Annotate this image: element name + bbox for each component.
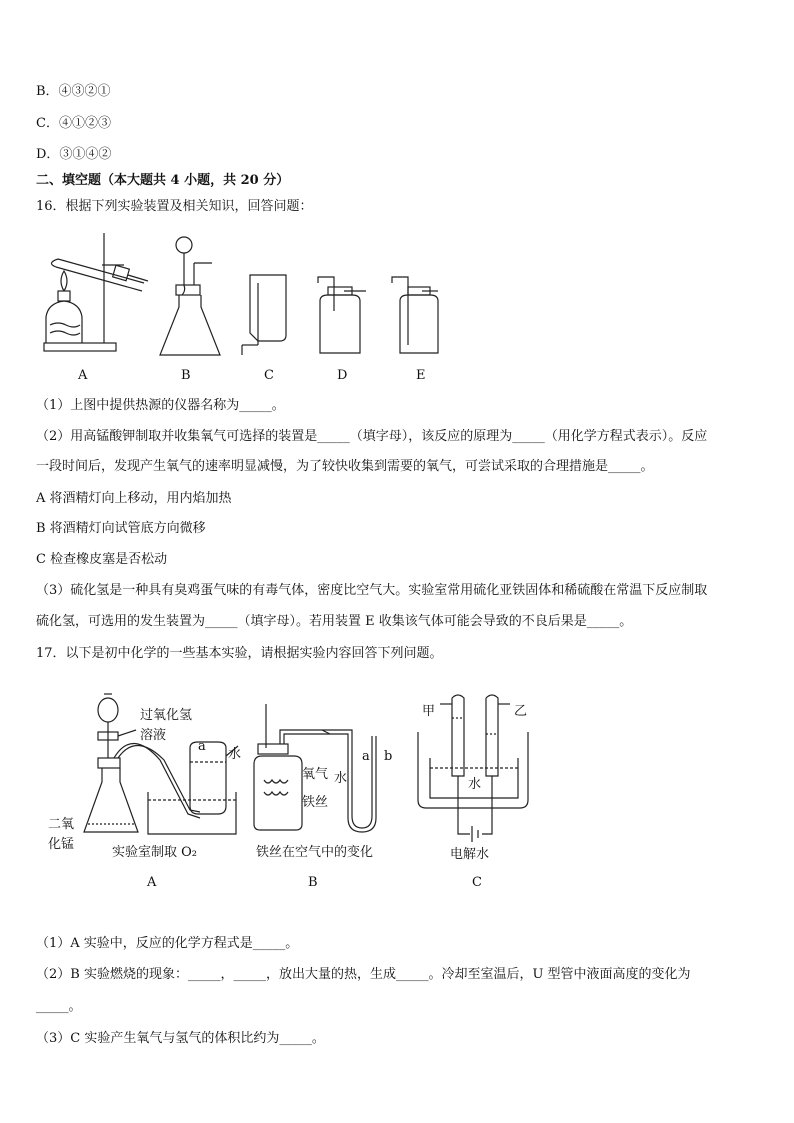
c-jia-label: 甲 [422, 704, 436, 719]
a-water-label: 水 [228, 747, 242, 762]
a-mno2-label-2: 化锰 [48, 837, 75, 852]
q17-part2-line2: _____。 [36, 999, 82, 1014]
section-heading: 二、填空题（本大题共 4 小题，共 20 分） [36, 173, 290, 188]
q17-part3: （3）C 实验产生氧气与氢气的体积比约为_____。 [36, 1031, 325, 1046]
c-caption: 电解水 [450, 847, 490, 862]
c-water-label: 水 [468, 777, 482, 792]
q16-part2-line1: （2）用高锰酸钾制取并收集氧气可选择的装置是_____（填字母），该反应的原理为_____（用化学方程式表示）。反应 [36, 429, 708, 444]
apparatus-b-figure [160, 237, 220, 355]
option-d: D．③①④② [36, 147, 112, 162]
apparatus-a-figure [44, 233, 148, 351]
q16-option-c: C 检查橡皮塞是否松动 [36, 552, 168, 567]
label-e: E [416, 368, 426, 383]
c-yi-label: 乙 [514, 704, 528, 719]
label-c: C [264, 368, 274, 383]
option-b: B．④③②① [36, 84, 111, 99]
label-b: B [181, 368, 191, 383]
apparatus-d-figure [318, 277, 366, 353]
b-iron-label: 铁丝 [302, 795, 329, 810]
q17-stem: 17．以下是初中化学的一些基本实验，请根据实验内容回答下列问题。 [36, 646, 443, 661]
a-h2o2-label-2: 溶液 [140, 728, 167, 743]
a-caption: 实验室制取 O₂ [112, 845, 198, 860]
apparatus-e-figure [392, 277, 438, 353]
b-water-label: 水 [334, 771, 348, 786]
q16-part1: （1）上图中提供热源的仪器名称为_____。 [36, 398, 285, 413]
q16-option-a: A 将酒精灯向上移动，用内焰加热 [36, 491, 232, 506]
q17-part1: （1）A 实验中，反应的化学方程式是_____。 [36, 936, 299, 951]
q16-part3-line2: 硫化氢，可选用的发生装置为_____（填字母）。若用装置 E 收集该气体可能会导致的不良后果是_____。 [36, 614, 633, 629]
option-c: C．④①②③ [36, 116, 111, 131]
a-h2o2-label-1: 过氧化氢 [140, 708, 193, 723]
c-letter: C [472, 875, 482, 890]
label-d: D [337, 368, 348, 383]
label-a: A [78, 368, 88, 383]
b-oxygen-label: 氧气 [302, 767, 329, 782]
q16-apparatus-figure [36, 225, 456, 385]
b-a-label: a [362, 749, 370, 764]
b-caption: 铁丝在空气中的变化 [256, 845, 374, 860]
a-mno2-label-1: 二氧 [48, 817, 75, 832]
q16-part3-line1: （3）硫化氢是一种具有臭鸡蛋气味的有毒气体，密度比空气大。实验室常用硫化亚铁固体和稀硫酸在常温下反应制取 [36, 583, 708, 598]
q17-experiments-figure [40, 688, 560, 893]
b-b-label: b [384, 749, 393, 764]
q16-option-b: B 将酒精灯向试管底方向微移 [36, 521, 206, 536]
q16-stem: 16．根据下列实验装置及相关知识，回答问题： [36, 199, 313, 214]
q17-part2-line1: （2）B 实验燃烧的现象：_____，_____，放出大量的热，生成_____。冷却至室温后，U 型管中液面高度的变化为 [36, 967, 691, 982]
a-letter: A [147, 875, 157, 890]
q16-part2-line2: 一段时间后，发现产生氧气的速率明显减慢，为了较快收集到需要的氧气，可尝试采取的合理措施是_____。 [36, 459, 654, 474]
a-tube-a-label: a [198, 739, 206, 754]
apparatus-c-figure [242, 275, 286, 355]
b-letter: B [308, 875, 318, 890]
